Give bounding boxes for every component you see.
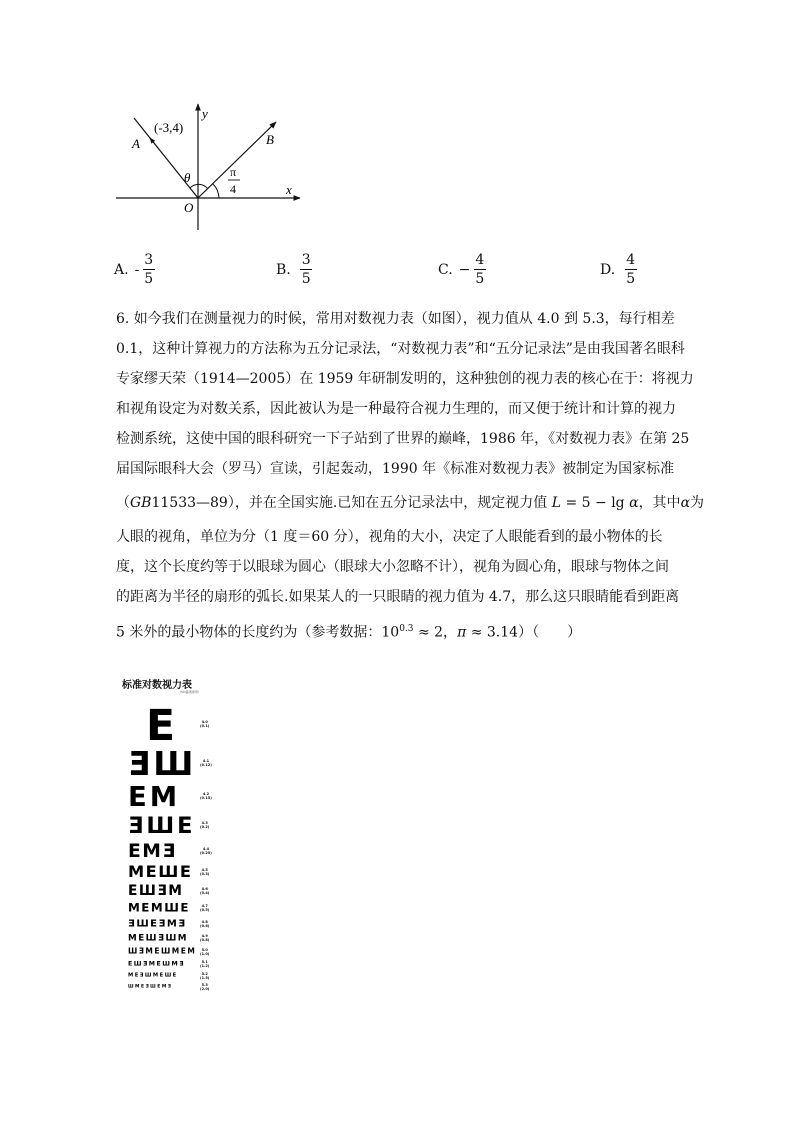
text-fragment: 为	[690, 495, 705, 511]
option-letter: D.	[600, 261, 616, 278]
text-fragment: ≈ 3.14）（ ）	[466, 624, 582, 641]
option-sign: -	[134, 261, 140, 278]
ray-ob	[198, 122, 276, 198]
option-letter: A.	[114, 261, 129, 278]
eye-chart-row-label	[200, 887, 209, 895]
eye-chart-row-letters: ƎШE	[128, 813, 196, 839]
power-base: 10	[381, 624, 400, 641]
fraction-bar	[474, 269, 486, 270]
point-a-coords: (-3,4)	[154, 120, 184, 135]
x-axis-label: x	[286, 182, 292, 197]
eye-chart-row-value: 5.0	[201, 947, 208, 952]
option-a[interactable]	[114, 252, 155, 287]
text-fragment: 5 米外的最小物体的长度约为（参考数据：	[116, 624, 382, 641]
question-line	[116, 484, 705, 522]
eye-chart-row-decimal: (0.2)	[200, 825, 210, 829]
text-fragment: ≈ 2，	[413, 624, 458, 641]
eye-chart-row-label	[200, 960, 209, 968]
pi-symbol: π	[457, 624, 467, 641]
eye-chart-row-decimal: (0.5)	[200, 907, 210, 912]
eye-chart-row-label	[200, 983, 209, 991]
power-exponent: 0.3	[399, 624, 414, 634]
formula-var-alpha: α	[629, 495, 639, 511]
eye-chart-row-letters: EШƎMEШMƎ	[128, 960, 185, 968]
question-line: 届国际眼科大会（罗马）宣读，引起轰动，1990 年《标准对数视力表》被制定为国家标准	[116, 461, 675, 477]
eye-chart-row-decimal: (0.6)	[200, 923, 210, 928]
eye-chart-row-decimal: (0.8)	[200, 938, 210, 942]
text-fragment: 11533—89），并在全国实施.已知在五分记录法中，规定视力值	[151, 495, 552, 511]
formula-text: = 5 − lg	[561, 495, 630, 511]
fraction-denominator: 5	[144, 271, 154, 287]
question-line: 的距离为半径的扇形的弧长.如果某人的一只眼睛的视力值为 4.7，那么这只眼睛能看到距离	[116, 589, 680, 605]
quarter-pi-arc	[213, 184, 219, 198]
eye-chart-title: 标准对数视力表	[122, 680, 192, 691]
eye-chart-row-decimal: (1.2)	[200, 964, 210, 968]
option-letter: C.	[438, 261, 453, 278]
option-b[interactable]	[276, 252, 313, 287]
fraction-denominator: 5	[475, 271, 485, 287]
eye-chart-row-value: 4.4	[202, 846, 210, 851]
eye-chart-row-letters: ƎШ	[128, 745, 197, 783]
eye-chart-row-letters: E	[146, 702, 179, 751]
angle-num: π	[230, 165, 237, 179]
text-fragment: （	[116, 495, 130, 511]
eye-chart-row-letters: EM	[128, 781, 181, 813]
eye-chart-row-value: 4.6	[201, 886, 208, 891]
eye-chart-row-letters: EШƎM	[128, 883, 184, 899]
question-6-text	[116, 304, 705, 650]
eye-chart-row-label	[200, 948, 209, 956]
fraction-bar	[625, 269, 637, 270]
eye-chart-row-decimal: (2.0)	[200, 986, 210, 991]
question-line: 和视角设定为对数关系，因此被认为是一种最符合视力生理的，而又便于统计和计算的视力	[116, 401, 676, 417]
option-fraction	[142, 252, 155, 287]
eye-chart-row-label	[200, 868, 209, 876]
question-line: 检测系统，这使中国的眼科研究一下子站到了世界的巅峰，1986 年，《对数视力表》在第 25	[116, 431, 690, 447]
eye-chart-row-letters: MEШE	[128, 862, 193, 881]
formula-var-l: L	[551, 495, 562, 511]
eye-chart-row-label	[200, 792, 212, 800]
eye-chart-row-value: 5.1	[201, 960, 208, 964]
fraction-denominator: 5	[301, 271, 311, 287]
y-axis-label: y	[202, 106, 208, 121]
eye-chart-row-letters: MEШƎШM	[128, 933, 188, 944]
text-fragment: ，其中	[638, 495, 681, 511]
eye-chart-row-value: 5.2	[201, 971, 208, 976]
eye-chart-row-letters: EMƎ	[128, 841, 177, 862]
eye-chart-row-value: 4.2	[202, 792, 210, 796]
eye-chart-row-decimal: (0.15)	[200, 796, 212, 800]
point-b-label: B	[266, 132, 274, 147]
fraction-numerator: 3	[301, 252, 311, 268]
eye-chart-row-decimal: (0.4)	[200, 890, 210, 895]
fraction-numerator: 4	[626, 252, 636, 268]
eye-chart-row-letters: MEMШE	[128, 900, 190, 915]
option-d[interactable]	[600, 252, 637, 287]
option-fraction	[473, 252, 486, 287]
eye-chart-row-value: 4.7	[201, 903, 208, 908]
question-line: 度，这个长度约等于以眼球为圆心（眼球大小忽略不计），视角为圆心角，眼球与物体之间	[116, 559, 669, 575]
eye-chart-row-label	[200, 934, 209, 942]
question-line	[116, 612, 682, 650]
fraction-bar	[300, 269, 312, 270]
angle-den: 4	[230, 182, 236, 196]
option-fraction	[300, 252, 313, 287]
eye-chart-row-label	[200, 759, 212, 767]
eye-chart-row-decimal: (0.3)	[200, 871, 210, 876]
eye-chart-row-label	[200, 904, 209, 912]
fraction-numerator: 3	[144, 252, 154, 268]
fraction-numerator: 4	[475, 252, 485, 268]
eye-chart-row-decimal: (1.0)	[200, 951, 210, 956]
option-sign: −	[458, 261, 471, 278]
question-line: 专家缪天荣（1914—2005）在 1959 年研制发明的，这种独创的视力表的核心在于：将视力	[116, 371, 694, 387]
theta-label: θ	[184, 170, 191, 185]
eye-chart-image	[118, 672, 228, 1012]
fraction-denominator: 5	[626, 271, 636, 287]
option-c[interactable]	[438, 252, 486, 287]
eye-chart-row-label	[200, 821, 209, 829]
eye-chart-row-value: 4.0	[201, 720, 208, 724]
eye-chart-row-decimal: (0.12)	[200, 763, 212, 767]
eye-chart-row-value: 4.9	[201, 934, 208, 938]
angle-diagram	[110, 98, 310, 238]
eye-chart-letters	[118, 672, 228, 1012]
eye-chart-row-label	[200, 720, 209, 728]
eye-chart-row-letters: ШƎMEШMEM	[128, 946, 197, 956]
theta-arc	[190, 184, 208, 189]
option-fraction	[624, 252, 637, 287]
ray-oa-arrow	[150, 138, 158, 148]
eye-chart-row-value: 4.5	[201, 867, 208, 872]
eye-chart-row-value: 4.8	[201, 919, 208, 924]
eye-chart-subtitle: （5m距离使用）	[178, 690, 201, 694]
origin-label: O	[184, 200, 194, 215]
question-line: 6. 如今我们在测量视力的时候，常用对数视力表（如图），视力值从 4.0 到 5.3，每行相差	[116, 311, 675, 327]
eye-chart-row-decimal: (0.25)	[200, 850, 212, 855]
eye-chart-row-value: 4.3	[201, 821, 208, 825]
alpha-symbol: α	[680, 495, 691, 511]
eye-chart-row-decimal: (1.5)	[200, 975, 210, 980]
question-line: 0.1，这种计算视力的方法称为五分记录法，“对数视力表”和“五分记录法”是由我国著名眼科	[116, 341, 685, 357]
eye-chart-row-label	[200, 972, 209, 980]
eye-chart-row-value: 4.1	[202, 759, 210, 763]
answer-options	[0, 252, 794, 296]
point-a-label: A	[132, 136, 140, 151]
eye-chart-row-letters: MEƎШMEШE	[128, 972, 178, 979]
eye-chart-row-value: 5.3	[201, 982, 208, 987]
eye-chart-row-letters: ƎШEƎMƎ	[128, 918, 187, 930]
option-letter: B.	[276, 261, 291, 278]
eye-chart-row-label	[200, 847, 212, 855]
standard-code: GB	[130, 495, 152, 511]
question-line: 人眼的视角，单位为分（1 度＝60 分），视角的大小，决定了人眼能看到的最小物体的长	[116, 529, 663, 545]
fraction-bar	[143, 269, 155, 270]
eye-chart-row-letters: ШMEƎШEMƎ	[128, 984, 173, 990]
eye-chart-row-decimal: (0.1)	[200, 724, 210, 728]
eye-chart-row-label	[200, 920, 209, 928]
